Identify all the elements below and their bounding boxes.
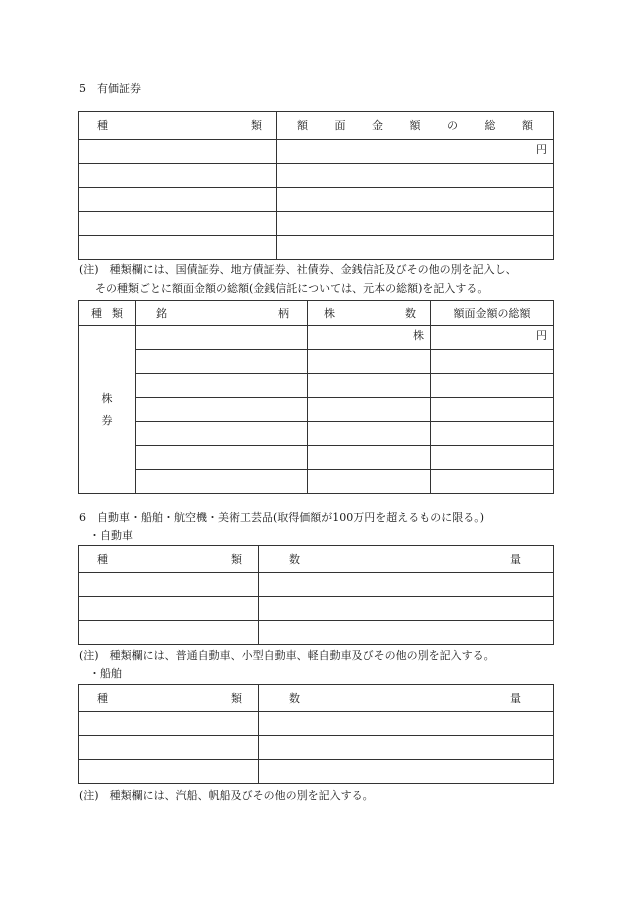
table-row	[79, 140, 554, 164]
total-cell[interactable]	[431, 350, 554, 374]
qty-header	[259, 546, 554, 573]
table-header-row	[79, 546, 554, 573]
brand-header	[136, 301, 308, 326]
header-char: 柄	[278, 306, 289, 320]
total-cell[interactable]	[431, 326, 554, 350]
shares-cell[interactable]	[308, 326, 431, 350]
brand-cell[interactable]	[136, 374, 308, 398]
kind-cell[interactable]	[79, 712, 259, 736]
table-row	[79, 164, 554, 188]
header-char: 額	[297, 119, 308, 132]
qty-header	[259, 685, 554, 712]
header-char: 類	[251, 119, 262, 132]
total-cell[interactable]	[431, 398, 554, 422]
table-row	[79, 326, 554, 350]
note-securities-line2: その種類ごとに額面金額の総額(金銭信託については、元本の総額)を記入する。	[95, 282, 489, 295]
stock-label-char: 券	[101, 414, 113, 427]
brand-cell[interactable]	[136, 398, 308, 422]
table-row	[79, 350, 554, 374]
table-row	[79, 398, 554, 422]
header-char: 種	[97, 691, 108, 705]
stock-label-char: 株	[101, 392, 113, 405]
section-6-heading: 6 自動車・船舶・航空機・美術工芸品(取得価額が100万円を超えるものに限る。)	[79, 511, 485, 524]
kind-cell[interactable]	[79, 573, 259, 597]
kind-cell[interactable]	[79, 236, 277, 260]
amount-header	[277, 112, 554, 140]
total-cell[interactable]	[431, 374, 554, 398]
header-char: 類	[231, 691, 242, 705]
amount-cell[interactable]	[277, 164, 554, 188]
shares-cell[interactable]	[308, 446, 431, 470]
header-char: 類	[231, 552, 242, 566]
amount-cell[interactable]	[277, 140, 554, 164]
shares-cell[interactable]	[308, 470, 431, 494]
ship-label: ・船舶	[89, 667, 122, 680]
table-header-row	[79, 301, 554, 326]
qty-cell[interactable]	[259, 712, 554, 736]
note-securities-line1: (注) 種類欄には、国債証券、地方債証券、社債券、金銭信託及びその他の別を記入し、	[79, 263, 517, 276]
header-char: 量	[510, 552, 521, 566]
header-char: 数	[405, 306, 416, 320]
table-row	[79, 374, 554, 398]
header-char: 株	[324, 306, 335, 320]
table-row	[79, 236, 554, 260]
kind-cell[interactable]	[79, 760, 259, 784]
header-char: の	[447, 119, 458, 132]
table-row	[79, 760, 554, 784]
stock-label-cell	[79, 326, 136, 494]
brand-cell[interactable]	[136, 470, 308, 494]
qty-cell[interactable]	[259, 760, 554, 784]
kind-cell[interactable]	[79, 164, 277, 188]
kind-header	[79, 546, 259, 573]
note-car: (注) 種類欄には、普通自動車、小型自動車、軽自動車及びその他の別を記入する。	[79, 649, 495, 662]
securities-summary-table	[78, 111, 554, 260]
header-char: 種	[97, 119, 108, 132]
kind-header	[79, 685, 259, 712]
header-char: 銘	[156, 306, 167, 320]
kind-cell[interactable]	[79, 621, 259, 645]
section-5-heading: 5 有価証券	[79, 82, 141, 95]
yen-unit: 円	[536, 143, 547, 156]
note-ship: (注) 種類欄には、汽船、帆船及びその他の別を記入する。	[79, 789, 374, 802]
table-row	[79, 712, 554, 736]
table-row	[79, 470, 554, 494]
header-char: 総	[484, 119, 496, 132]
total-cell[interactable]	[431, 470, 554, 494]
brand-cell[interactable]	[136, 350, 308, 374]
header-char: 額	[409, 119, 421, 132]
shares-cell[interactable]	[308, 374, 431, 398]
shares-cell[interactable]	[308, 350, 431, 374]
stock-table	[78, 300, 554, 494]
table-row	[79, 573, 554, 597]
table-row	[79, 212, 554, 236]
table-row	[79, 621, 554, 645]
header-char: 類	[112, 306, 123, 320]
kind-cell[interactable]	[79, 188, 277, 212]
kind-cell[interactable]	[79, 212, 277, 236]
header-char: 種	[91, 306, 102, 320]
table-header-row	[79, 685, 554, 712]
shares-header	[308, 301, 431, 326]
total-header: 額面金額の総額	[431, 301, 554, 326]
header-char: 金	[372, 119, 383, 132]
qty-cell[interactable]	[259, 736, 554, 760]
header-char: 数	[289, 691, 300, 705]
qty-cell[interactable]	[259, 597, 554, 621]
total-cell[interactable]	[431, 446, 554, 470]
table-row	[79, 736, 554, 760]
kind-header	[79, 112, 277, 140]
table-row	[79, 446, 554, 470]
car-table	[78, 545, 554, 645]
amount-cell[interactable]	[277, 236, 554, 260]
amount-cell[interactable]	[277, 212, 554, 236]
kind-cell[interactable]	[79, 597, 259, 621]
table-row	[79, 597, 554, 621]
table-row	[79, 422, 554, 446]
kind-cell[interactable]	[79, 736, 259, 760]
shares-unit: 株	[413, 329, 424, 342]
header-char: 額	[522, 119, 533, 132]
header-char: 面	[334, 119, 346, 132]
brand-cell[interactable]	[136, 326, 308, 350]
shares-cell[interactable]	[308, 398, 431, 422]
table-header-row	[79, 112, 554, 140]
shares-cell[interactable]	[308, 422, 431, 446]
header-char: 種	[97, 552, 108, 566]
qty-cell[interactable]	[259, 573, 554, 597]
qty-cell[interactable]	[259, 621, 554, 645]
amount-cell[interactable]	[277, 188, 554, 212]
ship-table	[78, 684, 554, 784]
total-cell[interactable]	[431, 422, 554, 446]
yen-unit: 円	[536, 329, 547, 342]
car-label: ・自動車	[89, 529, 133, 542]
brand-cell[interactable]	[136, 422, 308, 446]
kind-header	[79, 301, 136, 326]
table-row	[79, 188, 554, 212]
header-char: 数	[289, 552, 300, 566]
brand-cell[interactable]	[136, 446, 308, 470]
kind-cell[interactable]	[79, 140, 277, 164]
header-char: 量	[510, 691, 521, 705]
